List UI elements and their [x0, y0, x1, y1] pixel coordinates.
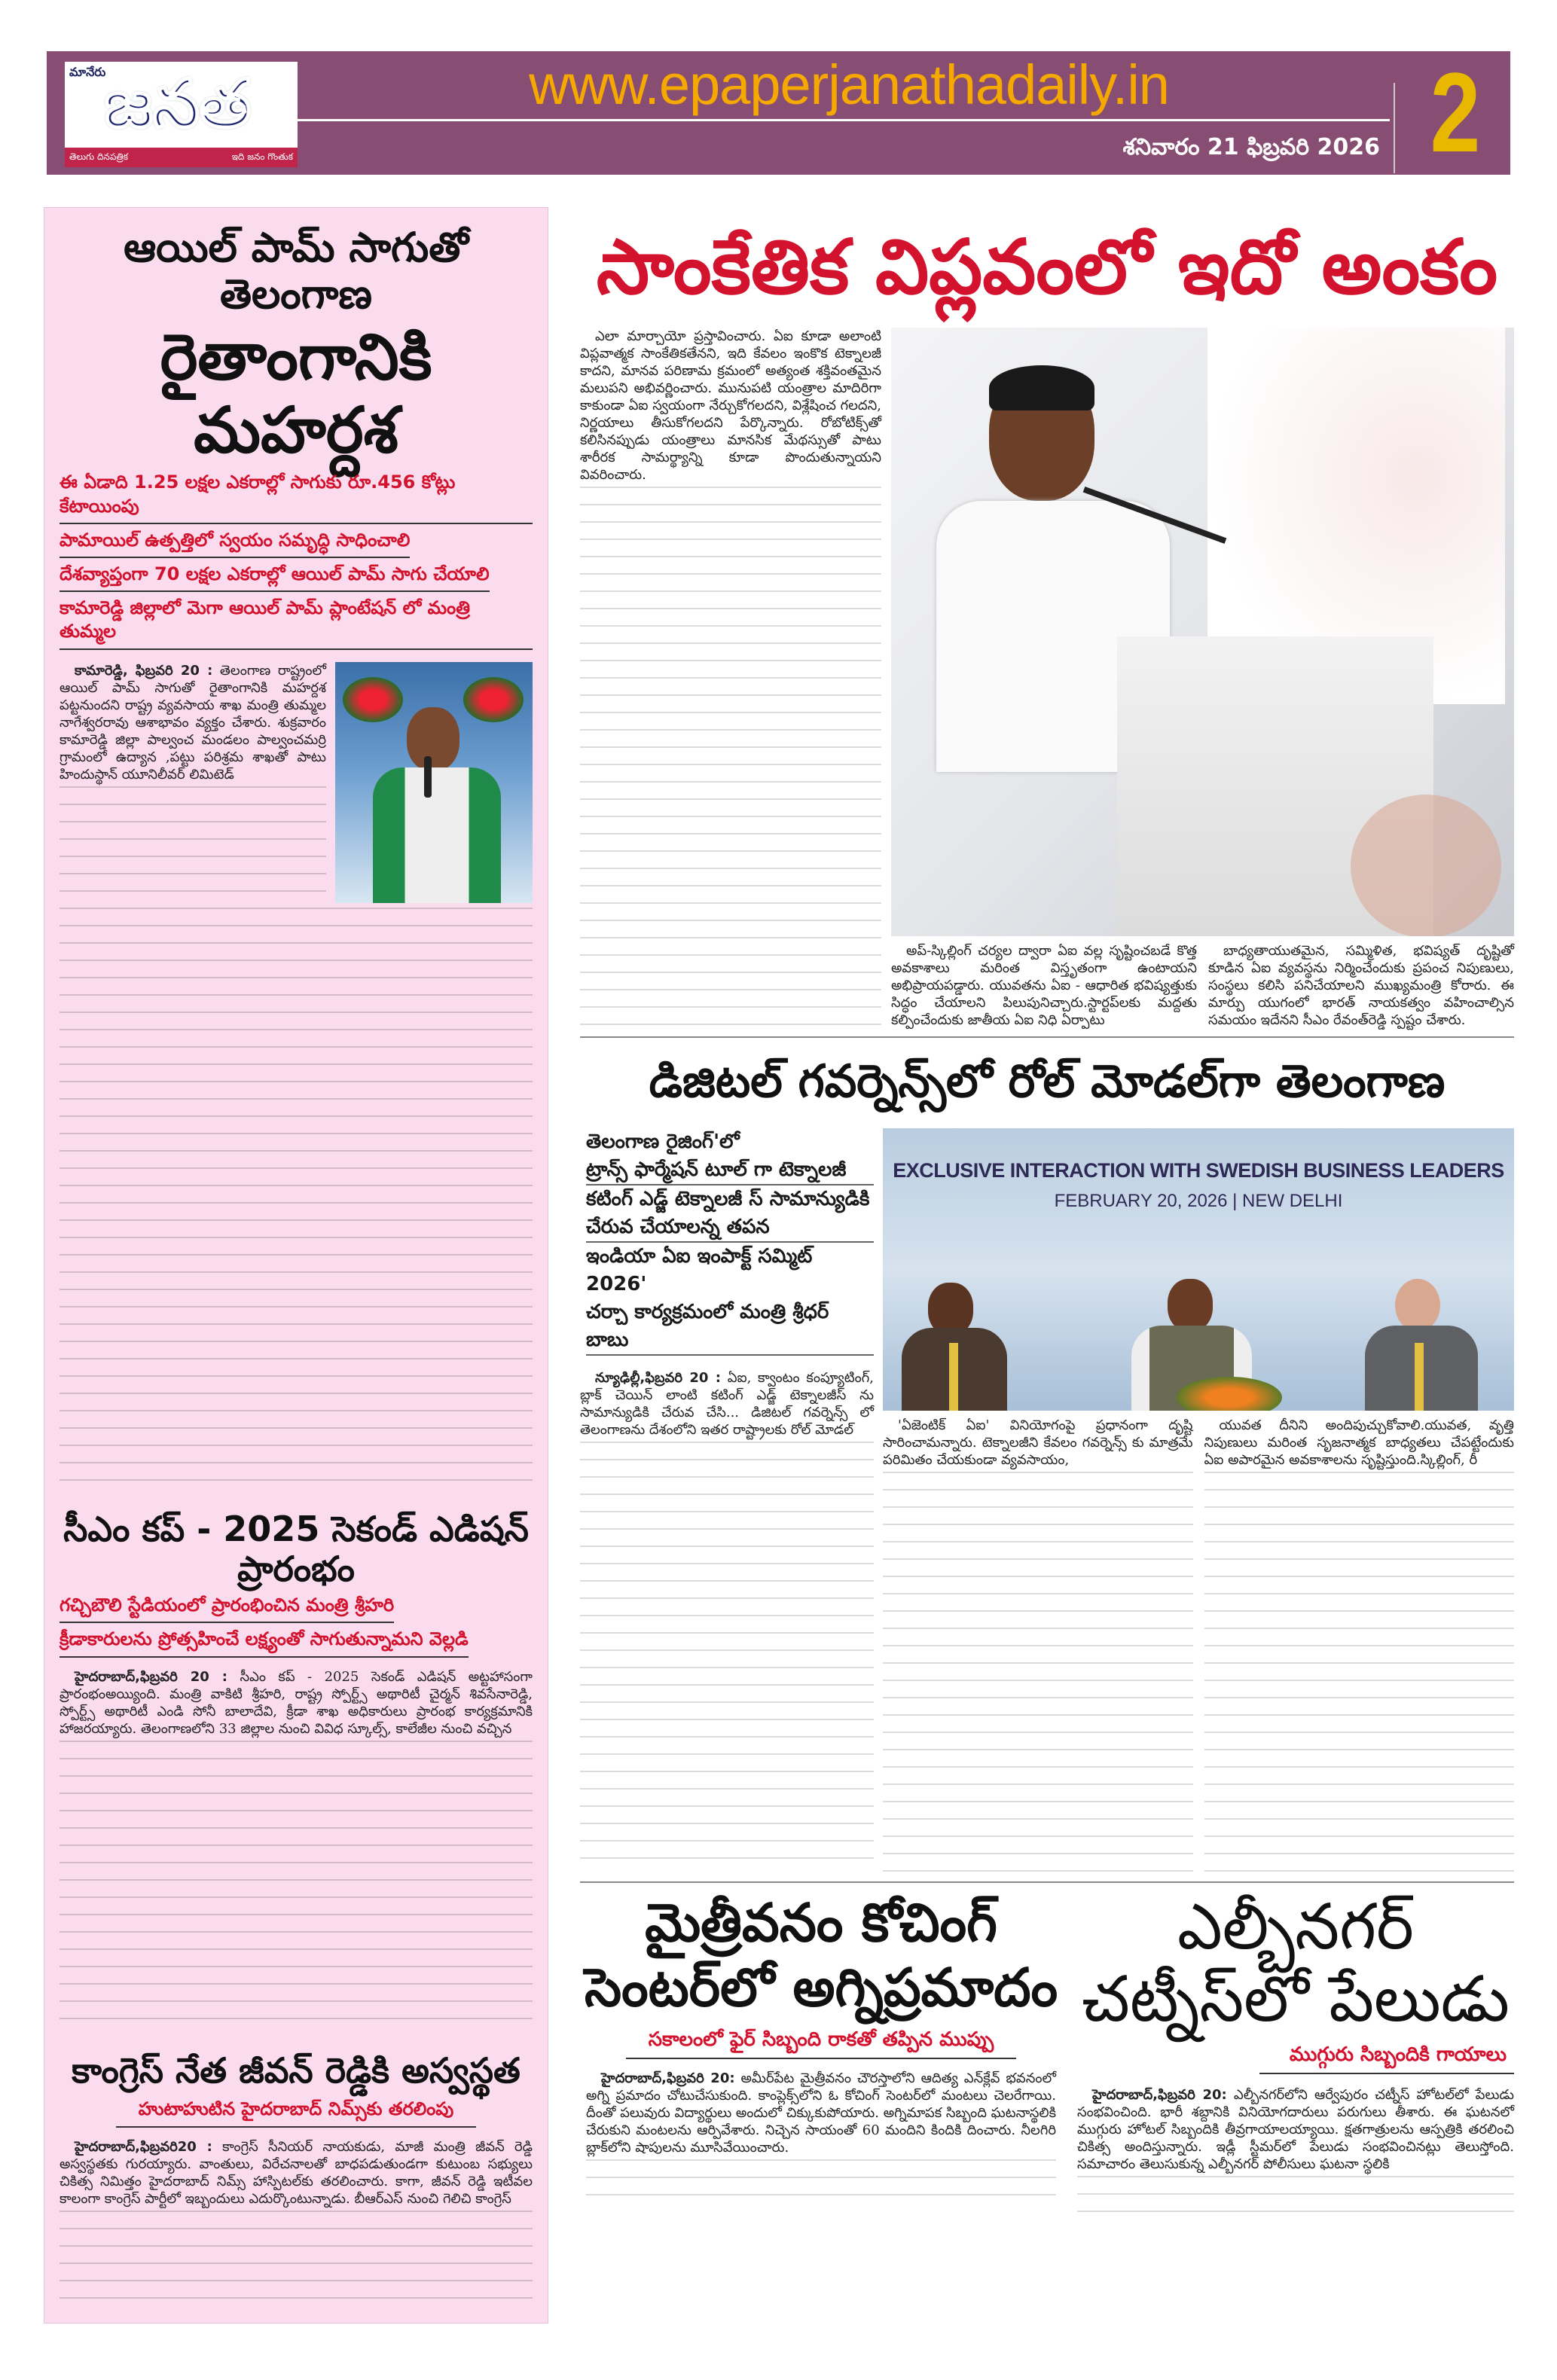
cm-revanth-reddy-podium-photo — [891, 328, 1514, 936]
lead-story-below-photo-left — [891, 942, 1197, 1029]
newspaper-logo — [65, 62, 298, 167]
article-body — [60, 662, 326, 783]
subheadline: క్రీడాకారులను ప్రోత్సహించే లక్ష్యంతో సాగుతున్నామని వెల్లడి — [60, 1623, 469, 1657]
subheadline: సకాలంలో ఫైర్ సిబ్బంది రాకతో తప్పిన ముప్పు — [626, 2023, 1017, 2059]
subheadline: ట్రాన్స్ ఫార్మేషన్ టూల్ గా టెక్నాలజీ — [586, 1156, 874, 1185]
body-text-continuation — [60, 1741, 533, 2033]
subheadline: గచ్చిబౌలి స్టేడియంలో ప్రారంభించిన మంత్రి శ్రీహరి — [60, 1589, 394, 1623]
digital-subheads — [580, 1128, 874, 1356]
article-body — [1077, 2086, 1514, 2173]
digital-body-col2 — [883, 1417, 1193, 1874]
subheadline: పామాయిల్ ఉత్పత్తిలో స్వయం సమృద్ధి సాధించాలి — [60, 524, 410, 558]
subheadline: దేశవ్యాప్తంగా 70 లక్షల ఎకరాల్లో ఆయిల్ పామ్ సాగు చేయాలి — [60, 558, 490, 592]
dateline: హైదరాబాద్,ఫిబ్రవరి 20: — [601, 2070, 735, 2086]
cm-cup-article — [60, 1509, 533, 1737]
article-headline: సీఎం కప్ - 2025 సెకండ్ ఎడిషన్ ప్రారంభం — [63, 1509, 529, 1590]
dateline: హైదరాబాద్,ఫిబ్రవరి20 : — [75, 2138, 212, 2155]
digital-body-col3 — [1204, 1417, 1515, 1874]
body-text-continuation — [60, 2211, 533, 2308]
dateline: హైదరాబాద్,ఫిబ్రవరి 20: — [1092, 2086, 1227, 2103]
lead-story-below-photo-right — [1208, 942, 1514, 1029]
left-column — [44, 207, 548, 2324]
subheadline: ముగ్గురు సిబ్బందికి గాయాలు — [1259, 2038, 1514, 2074]
body-text-continuation — [1077, 2176, 1514, 2221]
congress-article — [60, 2051, 533, 2208]
dateline: కామారెడ్డి, ఫిబ్రవరి 20 : — [75, 662, 213, 679]
body-text: అమీర్‌పేట మైత్రీవనం చౌరస్తాలోని ఆదిత్య ఎన్‌క్లేవ్ భవనంలో అగ్ని ప్రమాదం చోటుచేసుకుంది. కాంప్లెక్స్‌లోని ఓ కోచింగ్ సెంటర్‌లో మంటలు చెలరేగాయి. దీంతో పలువురు విద్యార్థులు అందులో చిక్కుకుపోయారు. అగ్నిమాపక సిబ్బంది ఘటనాస్థలికి చేరుకుని మంటలను ఆర్పివేశారు. నిచ్చెన సాయంతో 60 మందిని కిందికి దించారు. నీలగిరి బ్లాక్‌లోని షాపులను మూసివేయించారు. — [586, 2070, 1056, 2156]
page-number: 2 — [1430, 49, 1481, 175]
body-text: తెలంగాణ రాష్ట్రంలో ఆయిల్ పామ్ సాగుతో రైతాంగానికి మహర్దశ పట్టనుందని రాష్ట్ర వ్యవసాయ శాఖ మంత్రి తుమ్మల నాగేశ్వరరావు ఆశాభావం వ్యక్తం చేశారు. శుక్రవారం కామారెడ్డి జిల్లా పాల్వంచ మండలం పాల్వంచమర్రి గ్రామంలో ఉద్యాన ,పట్టు పరిశ్రమ శాఖతో పాటు హిందుస్థాన్ యూనిలీవర్ లిమిటెడ్ — [60, 662, 326, 783]
photo-banner — [883, 1158, 1514, 1213]
article-body — [60, 1668, 533, 1738]
subheadline: ఇండియా ఏఐ ఇంపాక్ట్ సమ్మిట్ 2026' — [586, 1245, 813, 1295]
section-divider — [580, 1881, 1514, 1883]
article-headline-line2: రైతాంగానికి మహర్దశ — [160, 320, 432, 467]
article-headline-line1: ఆయిల్ పామ్ సాగుతో తెలంగాణ — [124, 224, 469, 319]
article-headline: కాంగ్రెస్ నేత జీవన్ రెడ్డికి అస్వస్థత — [72, 2049, 521, 2091]
article-headline-line1: మైత్రీవనం కోచింగ్ — [645, 1892, 997, 1954]
photo-banner-text: EXCLUSIVE INTERACTION WITH SWEDISH BUSINESS LEADERS — [893, 1159, 1504, 1182]
body-text-continuation — [580, 1442, 874, 1874]
lead-story-column — [580, 328, 881, 1029]
issue-date: శనివారం 21 ఫిబ్రవరి 2026 — [1122, 134, 1380, 160]
digital-body-col1 — [580, 1128, 874, 1874]
lead-story — [580, 328, 1514, 1029]
header-vertical-divider — [1394, 83, 1395, 173]
subheadline: హుటాహుటిన హైదరాబాద్ నిమ్స్‌కు తరలింపు — [116, 2093, 476, 2127]
logo-tagline-left: తెలుగు దినపత్రిక — [69, 151, 129, 162]
article-headline-line1: ఎల్బీనగర్ — [1177, 1890, 1414, 1964]
article-body: అప్-స్కిల్లింగ్ చర్యల ద్వారా ఏఐ వల్ల సృష్టించబడే కొత్త అవకాశాలు మరింత విస్తృతంగా ఉంటాయని అభిప్రాయపడ్డారు. యువతను ఏఐ - ఆధారిత భవిష్యత్తుకు సిద్ధం చేయాలని పిలుపునిచ్చారు.స్టార్టప్‌లకు మద్దతు కల్పించేందుకు జాతీయ ఏఐ నిధి ఏర్పాటు — [891, 943, 1197, 1028]
body-text-continuation — [1204, 1472, 1515, 1874]
dateline: న్యూఢిల్లీ,ఫిబ్రవరి 20 : — [595, 1370, 721, 1386]
article-headline-line2: చట్నీస్‌లో పేలుడు — [1082, 1962, 1510, 2036]
subheadline: చేరువ చేయాలన్న తపన — [586, 1213, 874, 1243]
section-divider — [580, 1036, 1514, 1038]
body-text-continuation — [883, 1472, 1193, 1874]
logo-tagline-band — [65, 148, 298, 167]
right-area — [580, 215, 1514, 2324]
article-body — [586, 2070, 1056, 2156]
article-body: ఎలా మార్చాయో ప్రస్తావించారు. ఏఐ కూడా అలాంటి విప్లవాత్మక సాంకేతికతేనని, ఇది కేవలం ఇంకొక టెక్నాలజీ కాదని, మానవ పరిణామ క్రమంలో అత్యంత శక్తివంతమైన మలుపని అభివర్ణించారు. మునుపటి యంత్రాల మాదిరిగా కాకుండా ఏఐ స్వయంగా నేర్చుకోగలదని, విశ్లేషించ గలదని, నిర్ణయాలు తీసుకోగలదని పేర్కొన్నారు. రోబోటిక్స్‌తో కలిసినప్పుడు యంత్రాలు మానసిక మేథస్సుతో పాటు శారీరక సామర్థ్యాన్ని కూడా పొందుతున్నాయని వివరించారు. — [580, 328, 881, 483]
swedish-business-leaders-photo — [883, 1128, 1514, 1411]
body-text: కాంగ్రెస్ సీనియర్ నాయకుడు, మాజీ మంత్రి జీవన్ రెడ్డి అస్వస్థతకు గురయ్యారు. వాంతులు, విరేచనాలతో బాధపడుతుండగా కుటుంబ సభ్యులు చికిత్స నిమిత్తం హైదరాబాద్ నిమ్స్ హాస్పిటల్‌కు తరలించారు. కాగా, జీవన్ రెడ్డి ఇటీవల కాలంగా కాంగ్రెస్ పార్టీలో ఇబ్బందులు ఎదుర్కొంటున్నాడు. బీఆర్ఎస్ నుంచి గెలిచి కాంగ్రెస్ — [60, 2138, 533, 2207]
subheadline: కటింగ్ ఎడ్జ్ టెక్నాలజీ స్ సామాన్యుడికి — [586, 1188, 870, 1210]
article-body: యువత దీనిని అందిపుచ్చుకోవాలి.యువత, వృత్తి నిపుణులు మరింత సృజనాత్మక బాధ్యతలు చేపట్టేందుకు ఏఐ అపారమైన అవకాశాలను సృష్టిస్తుంది.స్కిల్లింగ్, రీ — [1204, 1417, 1514, 1468]
masthead — [47, 51, 1510, 175]
subheadline: కామారెడ్డి జిల్లాలో మెగా ఆయిల్ పామ్ ప్లాంటేషన్ లో మంత్రి తుమ్మల — [60, 592, 533, 649]
logo-wordmark: జనత — [104, 65, 252, 142]
subheadline: ఈ ఏడాది 1.25 లక్షల ఎకరాల్లో సాగుకు రూ.456 కోట్లు కేటాయింపు — [60, 466, 533, 523]
lbnagar-blast-article — [1077, 1890, 1514, 2221]
subheadline: తెలంగాణ రైజింగ్'లో — [586, 1130, 740, 1153]
body-text-continuation — [580, 487, 881, 1029]
subheadline: చర్చా కార్యక్రమంలో మంత్రి శ్రీధర్ బాబు — [586, 1298, 874, 1356]
minister-tummala-photo — [335, 662, 533, 903]
coaching-fire-article — [580, 1890, 1062, 2197]
logo-prefix: మానేరు — [69, 65, 106, 79]
logo-tagline-right: ఇది జనం గొంతుక — [231, 151, 293, 162]
body-text: ఏఐ, క్వాంటం కంప్యూటింగ్, బ్లాక్ చెయిన్ లాంటి కటింగ్ ఎడ్జ్ టెక్నాలజీస్ ను సామాన్యుడికి చేరువ చేసి... డిజిటల్ గవర్నెన్స్ లో తెలంగాణను దేశంలోని ఇతర రాష్ట్రాలకు రోల్ మోడల్ — [580, 1370, 874, 1438]
body-text-continuation — [60, 908, 533, 1492]
article-body — [580, 1369, 874, 1439]
body-text-continuation — [60, 786, 326, 903]
header-divider — [298, 119, 1390, 121]
body-text-continuation — [586, 2159, 1056, 2197]
photo-banner-date: FEBRUARY 20, 2026 | NEW DELHI — [1054, 1191, 1343, 1211]
body-text: సీఎం కప్ - 2025 సెకండ్ ఎడిషన్ అట్టహాసంగా ప్రారంభంఅయ్యింది. మంత్రి వాకిటి శ్రీహరి, రాష్ట్ర స్పోర్ట్స్ అథారిటీ చైర్మన్ శివసేనారెడ్డి, స్పోర్ట్స్ అథారిటీ ఎండి సోనీ బాలాదేవి, క్రీడా శాఖ అధికారులు ప్రారంభ కార్యక్రమానికి హాజరయ్యారు. తెలంగాణలోని 33 జిల్లాల నుంచి వివిధ స్కూల్స్, కాలేజీల నుంచి వచ్చిన — [60, 1668, 533, 1737]
article-body: బాధ్యతాయుతమైన, సమ్మిళిత, భవిష్యత్ దృష్టితో కూడిన ఏఐ వ్యవస్థను నిర్మించేందుకు ప్రపంచ నిపుణులు, సంస్థలు కలిసి పనిచేయాలని ముఖ్యమంత్రి కోరారు. ఈ మార్పు యుగంలో భారత్ నాయకత్వం వహించాల్సిన సమయం ఇదేనని సీఎం రేవంత్‌రెడ్డి స్పష్టం చేశారు. — [1208, 943, 1514, 1028]
article-body — [60, 2138, 533, 2208]
website-url[interactable]: www.epaperjanathadaily.in — [529, 53, 1169, 116]
article-body: 'ఏజెంటిక్ ఏఐ' వినియోగంపై ప్రధానంగా దృష్టి సారించామన్నారు. టెక్నాలజీని కేవలం గవర్నెన్స్ కు మాత్రమే పరిమితం చేయకుండా వ్యవసాయం, — [883, 1417, 1193, 1468]
oil-palm-article — [60, 224, 533, 903]
dateline: హైదరాబాద్,ఫిబ్రవరి 20 : — [75, 1668, 227, 1685]
lead-headline: సాంకేతిక విప్లవంలో ఇదో అంకం — [596, 223, 1498, 311]
oil-palm-body-col — [60, 662, 326, 903]
body-text: ఎల్బీనగర్‌లోని ఆర్వేపురం చట్నీస్ హోటల్‌లో పేలుడు సంభవించింది. భారీ శబ్దానికి వినియోగదారులు పరుగులు తీశారు. ఈ ఘటనలో ముగ్గురు హోటల్ సిబ్బందికి తీవ్రగాయాలయ్యాయి. క్షతగాత్రులను ఆస్పత్రికి తరలించి చికిత్స అందిస్తున్నారు. ఇడ్లీ స్టీమర్‌లో పేలుడు సంభవించినట్లు తెలుస్తోంది. సమాచారం తెలుసుకున్న ఎల్బీనగర్ పోలీసులు ఘటనా స్థలికి — [1077, 2086, 1514, 2172]
digital-governance-headline: డిజిటల్ గవర్నెన్స్‌లో రోల్ మోడల్‌గా తెలంగాణ — [649, 1055, 1446, 1108]
digital-story — [580, 1128, 1514, 1874]
article-headline-line2: సెంటర్‌లో అగ్నిప్రమాదం — [584, 1957, 1058, 2018]
